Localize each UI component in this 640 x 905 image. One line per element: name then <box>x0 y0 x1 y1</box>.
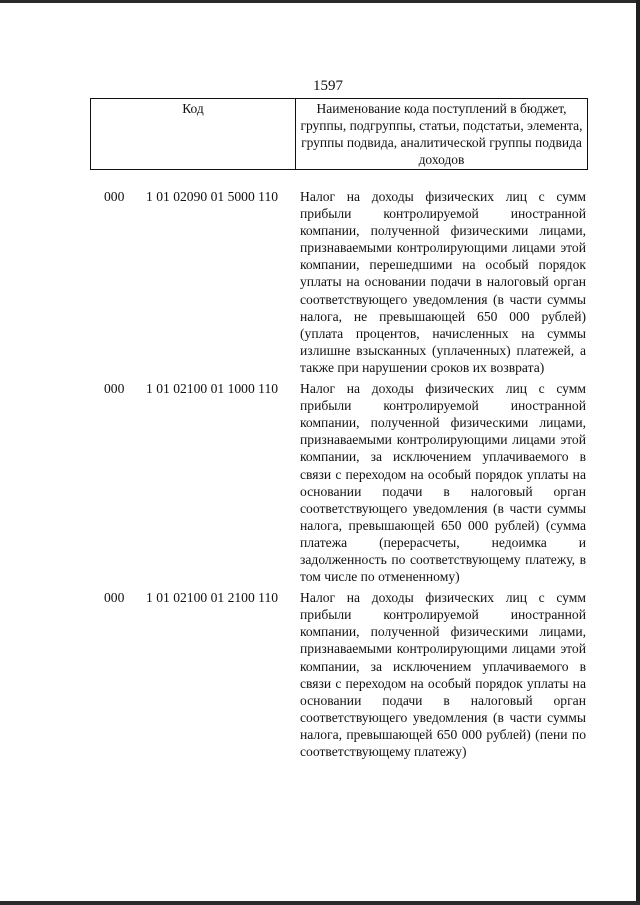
scan-edge-right <box>636 0 640 905</box>
income-code-row <box>100 380 590 585</box>
admin-code: 000 <box>104 381 125 397</box>
budget-classification-code: 1 01 02090 01 5000 110 <box>146 189 279 204</box>
income-code-row <box>100 188 590 376</box>
page-number: 1597 <box>313 78 343 94</box>
scan-edge-bottom <box>0 901 640 905</box>
header-table <box>90 98 588 170</box>
header-row <box>91 99 588 170</box>
income-code-list <box>100 188 590 764</box>
header-name-cell: Наименование кода поступлений в бюджет, группы, подгруппы, статьи, подстатьи, элемента, группы подвида, аналитической группы подвида доходов <box>296 99 588 170</box>
admin-code: 000 <box>104 590 125 606</box>
code-description: Налог на доходы физических лиц с сумм прибыли контролируемой иностранной компании, полученной физическими лицами, признаваемыми контролирующими лицами этой компании, за исключением уплачиваемого в связи с переходом на особый порядок уплаты на основании подачи в налоговый орган соответствующего уведомления (в части суммы налога, превышающей 650 000 рублей) (сумма платежа (перерасчеты, недоимка и задолженность по соответствующему платежу, в том числе по отмененному) <box>300 381 586 585</box>
budget-classification-code: 1 01 02100 01 1000 110 <box>146 381 279 397</box>
income-code-row <box>100 589 590 760</box>
header-code-cell: Код <box>91 99 296 170</box>
code-description: Налог на доходы физических лиц с сумм прибыли контролируемой иностранной компании, полученной физическими лицами, признаваемыми контролирующими лицами этой компании, за исключением уплачиваемого в связи с переходом на особый порядок уплаты на основании подачи в налоговый орган соответствующего уведомления (в части суммы налога, превышающей 650 000 рублей) (пени по соответствующему платежу) <box>300 590 586 759</box>
scan-edge-top <box>0 0 640 3</box>
code-description: Налог на доходы физических лиц с сумм прибыли контролируемой иностранной компании, полученной физическими лицами, признаваемыми контролирующими лицами этой компании, перешедшими на особый порядок уплаты на основании подачи в налоговый орган соответствующего уведомления (в части суммы налога, не превышающей 650 000 рублей) (уплата процентов, начисленных на суммы излишне взысканных (уплаченных) платежей, а также при нарушении сроков их возврата) <box>300 189 586 375</box>
budget-classification-code: 1 01 02100 01 2100 110 <box>146 590 279 606</box>
admin-code: 000 <box>104 189 125 204</box>
